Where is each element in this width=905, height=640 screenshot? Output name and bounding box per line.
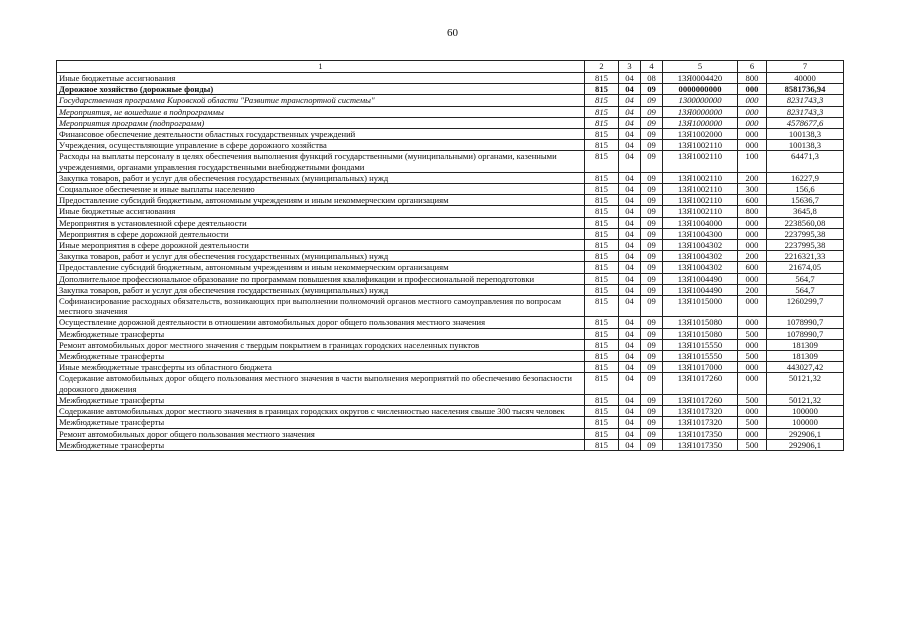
cell-amount: 564,7 [767,273,844,284]
table-row [57,394,844,405]
cell-target-article: 13Я1000000 [663,117,738,128]
cell-section: 04 [619,328,641,339]
cell-target-article: 13Я1017260 [663,394,738,405]
table-row [57,406,844,417]
cell-expense-type: 800 [738,73,767,84]
cell-ministry-code: 815 [585,228,619,239]
cell-section: 04 [619,228,641,239]
cell-description: Иные бюджетные ассигнования [57,206,585,217]
cell-target-article: 13Я1017320 [663,406,738,417]
cell-ministry-code: 815 [585,328,619,339]
cell-subsection: 09 [641,262,663,273]
cell-subsection: 09 [641,317,663,328]
cell-section: 04 [619,117,641,128]
cell-target-article: 13Я1002110 [663,151,738,172]
cell-expense-type: 200 [738,172,767,183]
cell-expense-type: 000 [738,296,767,317]
cell-target-article: 13Я1004490 [663,284,738,295]
cell-expense-type: 000 [738,240,767,251]
cell-target-article: 13Я1015080 [663,328,738,339]
table-row [57,351,844,362]
cell-target-article: 13Я1002000 [663,129,738,140]
table-row [57,262,844,273]
cell-expense-type: 600 [738,262,767,273]
cell-description: Межбюджетные трансферты [57,417,585,428]
cell-ministry-code: 815 [585,140,619,151]
page-number: 60 [447,27,458,39]
cell-ministry-code: 815 [585,284,619,295]
cell-ministry-code: 815 [585,195,619,206]
table-row [57,151,844,172]
cell-target-article: 13Я1017350 [663,428,738,439]
cell-section: 04 [619,339,641,350]
cell-subsection: 09 [641,140,663,151]
cell-target-article: 13Я1002110 [663,195,738,206]
cell-section: 04 [619,351,641,362]
cell-subsection: 09 [641,195,663,206]
cell-subsection: 08 [641,73,663,84]
cell-description: Иные бюджетные ассигнования [57,73,585,84]
cell-subsection: 09 [641,228,663,239]
cell-amount: 2237995,38 [767,228,844,239]
cell-subsection: 09 [641,428,663,439]
cell-target-article: 13Я1002110 [663,172,738,183]
cell-ministry-code: 815 [585,184,619,195]
header-cell: 5 [663,61,738,73]
cell-ministry-code: 815 [585,351,619,362]
cell-description: Ремонт автомобильных дорог местного значения с твердым покрытием в границах городских населенных пунктов [57,339,585,350]
cell-subsection: 09 [641,151,663,172]
cell-amount: 8231743,3 [767,95,844,106]
cell-expense-type: 200 [738,251,767,262]
cell-description: Межбюджетные трансферты [57,351,585,362]
cell-description: Дорожное хозяйство (дорожные фонды) [57,84,585,95]
cell-ministry-code: 815 [585,317,619,328]
cell-subsection: 09 [641,95,663,106]
cell-ministry-code: 815 [585,240,619,251]
cell-section: 04 [619,273,641,284]
cell-amount: 2237995,38 [767,240,844,251]
table-row [57,117,844,128]
cell-subsection: 09 [641,394,663,405]
cell-amount: 2216321,33 [767,251,844,262]
cell-ministry-code: 815 [585,84,619,95]
cell-section: 04 [619,206,641,217]
cell-section: 04 [619,394,641,405]
cell-expense-type: 000 [738,273,767,284]
cell-target-article: 13Я1004300 [663,228,738,239]
cell-amount: 4578677,6 [767,117,844,128]
cell-amount: 100000 [767,417,844,428]
cell-section: 04 [619,129,641,140]
cell-amount: 181309 [767,351,844,362]
cell-expense-type: 500 [738,417,767,428]
cell-description: Мероприятия программ (подпрограмм) [57,117,585,128]
cell-amount: 3645,8 [767,206,844,217]
cell-expense-type: 500 [738,328,767,339]
cell-ministry-code: 815 [585,273,619,284]
cell-expense-type: 500 [738,394,767,405]
cell-section: 04 [619,106,641,117]
cell-description: Содержание автомобильных дорог общего пользования местного значения в части выполнения мероприятий по обеспечению безопасности дорожного движения [57,373,585,394]
table-row [57,373,844,394]
cell-amount: 40000 [767,73,844,84]
cell-section: 04 [619,184,641,195]
cell-section: 04 [619,317,641,328]
cell-description: Мероприятия в установленной сфере деятельности [57,217,585,228]
cell-section: 04 [619,284,641,295]
cell-subsection: 09 [641,172,663,183]
cell-target-article: 13Я1004490 [663,273,738,284]
cell-target-article: 13Я1004302 [663,240,738,251]
cell-ministry-code: 815 [585,339,619,350]
cell-amount: 443027,42 [767,362,844,373]
cell-description: Мероприятия, не вошедшие в подпрограммы [57,106,585,117]
cell-target-article: 13Я1002110 [663,184,738,195]
table-row [57,84,844,95]
cell-target-article: 0000000000 [663,84,738,95]
table-row [57,195,844,206]
cell-subsection: 09 [641,206,663,217]
cell-description: Мероприятия в сфере дорожной деятельности [57,228,585,239]
table-row [57,273,844,284]
table-header-row [57,61,844,73]
cell-subsection: 09 [641,351,663,362]
cell-section: 04 [619,240,641,251]
cell-subsection: 09 [641,373,663,394]
cell-description: Дополнительное профессиональное образование по программам повышения квалификации и профессиональной переподготовки [57,273,585,284]
table-row [57,362,844,373]
cell-section: 04 [619,84,641,95]
header-cell: 4 [641,61,663,73]
cell-expense-type: 000 [738,140,767,151]
cell-ministry-code: 815 [585,439,619,450]
cell-description: Осуществление дорожной деятельности в отношении автомобильных дорог общего пользования местного значения [57,317,585,328]
cell-section: 04 [619,73,641,84]
table-row [57,95,844,106]
cell-description: Предоставление субсидий бюджетным, автономным учреждениям и иным некоммерческим организациям [57,195,585,206]
cell-amount: 50121,32 [767,394,844,405]
cell-subsection: 09 [641,296,663,317]
cell-expense-type: 000 [738,428,767,439]
cell-ministry-code: 815 [585,73,619,84]
cell-ministry-code: 815 [585,362,619,373]
cell-subsection: 09 [641,84,663,95]
cell-amount: 181309 [767,339,844,350]
budget-table [56,60,844,451]
cell-description: Межбюджетные трансферты [57,328,585,339]
cell-expense-type: 000 [738,117,767,128]
cell-target-article: 13Я1017350 [663,439,738,450]
cell-ministry-code: 815 [585,151,619,172]
cell-amount: 15636,7 [767,195,844,206]
cell-target-article: 13Я1015550 [663,351,738,362]
cell-amount: 156,6 [767,184,844,195]
cell-target-article: 13Я0000000 [663,106,738,117]
cell-ministry-code: 815 [585,373,619,394]
cell-ministry-code: 815 [585,217,619,228]
cell-subsection: 09 [641,417,663,428]
cell-section: 04 [619,373,641,394]
cell-expense-type: 000 [738,217,767,228]
cell-target-article: 13Я0004420 [663,73,738,84]
cell-expense-type: 200 [738,284,767,295]
cell-amount: 100000 [767,406,844,417]
cell-description: Межбюджетные трансферты [57,394,585,405]
cell-expense-type: 500 [738,439,767,450]
cell-subsection: 09 [641,117,663,128]
cell-expense-type: 500 [738,351,767,362]
cell-ministry-code: 815 [585,394,619,405]
cell-amount: 100138,3 [767,129,844,140]
cell-description: Расходы на выплаты персоналу в целях обеспечения выполнения функций государственными (муниципальными) органами, казенными учреждениями, органами управления государственными внебюджетными фондами [57,151,585,172]
cell-amount: 1260299,7 [767,296,844,317]
cell-subsection: 09 [641,339,663,350]
cell-expense-type: 800 [738,206,767,217]
cell-expense-type: 000 [738,129,767,140]
cell-target-article: 13Я1004302 [663,251,738,262]
cell-target-article: 13Я1017320 [663,417,738,428]
cell-target-article: 13Я1004000 [663,217,738,228]
cell-subsection: 09 [641,184,663,195]
cell-description: Закупка товаров, работ и услуг для обеспечения государственных (муниципальных) нужд [57,284,585,295]
cell-subsection: 09 [641,129,663,140]
table-row [57,317,844,328]
cell-amount: 50121,32 [767,373,844,394]
cell-expense-type: 000 [738,373,767,394]
cell-description: Ремонт автомобильных дорог общего пользования местного значения [57,428,585,439]
cell-section: 04 [619,151,641,172]
cell-expense-type: 000 [738,84,767,95]
cell-expense-type: 000 [738,406,767,417]
cell-description: Финансовое обеспечение деятельности областных государственных учреждений [57,129,585,140]
cell-description: Межбюджетные трансферты [57,439,585,450]
table-row [57,240,844,251]
cell-section: 04 [619,217,641,228]
cell-section: 04 [619,140,641,151]
table-row [57,417,844,428]
cell-amount: 16227,9 [767,172,844,183]
header-cell: 1 [57,61,585,73]
header-cell: 7 [767,61,844,73]
cell-subsection: 09 [641,217,663,228]
cell-expense-type: 000 [738,362,767,373]
cell-ministry-code: 815 [585,406,619,417]
table-row [57,129,844,140]
table-row [57,140,844,151]
cell-section: 04 [619,362,641,373]
cell-expense-type: 000 [738,106,767,117]
cell-target-article: 13Я1015080 [663,317,738,328]
table-row [57,228,844,239]
header-cell: 3 [619,61,641,73]
cell-description: Иные межбюджетные трансферты из областного бюджета [57,362,585,373]
table-row [57,172,844,183]
cell-subsection: 09 [641,251,663,262]
cell-description: Закупка товаров, работ и услуг для обеспечения государственных (муниципальных) нужд [57,172,585,183]
cell-amount: 8581736,94 [767,84,844,95]
cell-expense-type: 300 [738,184,767,195]
cell-subsection: 09 [641,284,663,295]
cell-target-article: 13Я1004302 [663,262,738,273]
table-row [57,106,844,117]
cell-description: Предоставление субсидий бюджетным, автономным учреждениям и иным некоммерческим организациям [57,262,585,273]
table-row [57,206,844,217]
cell-amount: 64471,3 [767,151,844,172]
cell-section: 04 [619,195,641,206]
cell-section: 04 [619,262,641,273]
cell-section: 04 [619,296,641,317]
cell-ministry-code: 815 [585,417,619,428]
cell-amount: 1078990,7 [767,328,844,339]
cell-expense-type: 600 [738,195,767,206]
header-cell: 6 [738,61,767,73]
table-row [57,439,844,450]
cell-amount: 8231743,3 [767,106,844,117]
cell-expense-type: 000 [738,317,767,328]
cell-subsection: 09 [641,273,663,284]
cell-subsection: 09 [641,362,663,373]
cell-subsection: 09 [641,406,663,417]
cell-target-article: 13Я1015000 [663,296,738,317]
cell-ministry-code: 815 [585,206,619,217]
cell-target-article: 13Я1002110 [663,140,738,151]
cell-ministry-code: 815 [585,106,619,117]
cell-expense-type: 000 [738,95,767,106]
cell-subsection: 09 [641,106,663,117]
table-row [57,73,844,84]
cell-section: 04 [619,406,641,417]
cell-ministry-code: 815 [585,296,619,317]
cell-ministry-code: 815 [585,95,619,106]
header-cell: 2 [585,61,619,73]
cell-amount: 292906,1 [767,428,844,439]
table-row [57,184,844,195]
cell-description: Социальное обеспечение и иные выплаты населению [57,184,585,195]
cell-ministry-code: 815 [585,428,619,439]
cell-section: 04 [619,172,641,183]
cell-amount: 21674,05 [767,262,844,273]
cell-ministry-code: 815 [585,172,619,183]
cell-description: Закупка товаров, работ и услуг для обеспечения государственных (муниципальных) нужд [57,251,585,262]
cell-ministry-code: 815 [585,129,619,140]
cell-target-article: 13Я1002110 [663,206,738,217]
cell-description: Софинансирование расходных обязательств, возникающих при выполнении полномочий органов местного самоуправления по вопросам местного значения [57,296,585,317]
cell-expense-type: 000 [738,339,767,350]
cell-description: Содержание автомобильных дорог местного значения в границах городских округов с численностью населения свыше 300 тысяч человек [57,406,585,417]
table-row [57,339,844,350]
cell-description: Иные мероприятия в сфере дорожной деятельности [57,240,585,251]
cell-section: 04 [619,439,641,450]
table-row [57,296,844,317]
cell-expense-type: 000 [738,228,767,239]
cell-target-article: 13Я1017260 [663,373,738,394]
table-row [57,284,844,295]
cell-target-article: 13Я1017000 [663,362,738,373]
cell-expense-type: 100 [738,151,767,172]
cell-subsection: 09 [641,328,663,339]
cell-amount: 564,7 [767,284,844,295]
cell-subsection: 09 [641,439,663,450]
table-row [57,251,844,262]
cell-section: 04 [619,417,641,428]
cell-amount: 1078990,7 [767,317,844,328]
cell-ministry-code: 815 [585,262,619,273]
cell-description: Государственная программа Кировской области "Развитие транспортной системы" [57,95,585,106]
cell-ministry-code: 815 [585,251,619,262]
table-row [57,428,844,439]
cell-subsection: 09 [641,240,663,251]
cell-description: Учреждения, осуществляющие управление в сфере дорожного хозяйства [57,140,585,151]
table-row [57,328,844,339]
cell-amount: 100138,3 [767,140,844,151]
cell-section: 04 [619,95,641,106]
cell-section: 04 [619,428,641,439]
cell-amount: 292906,1 [767,439,844,450]
cell-amount: 2238560,08 [767,217,844,228]
cell-target-article: 1300000000 [663,95,738,106]
cell-ministry-code: 815 [585,117,619,128]
cell-target-article: 13Я1015550 [663,339,738,350]
table-row [57,217,844,228]
cell-section: 04 [619,251,641,262]
